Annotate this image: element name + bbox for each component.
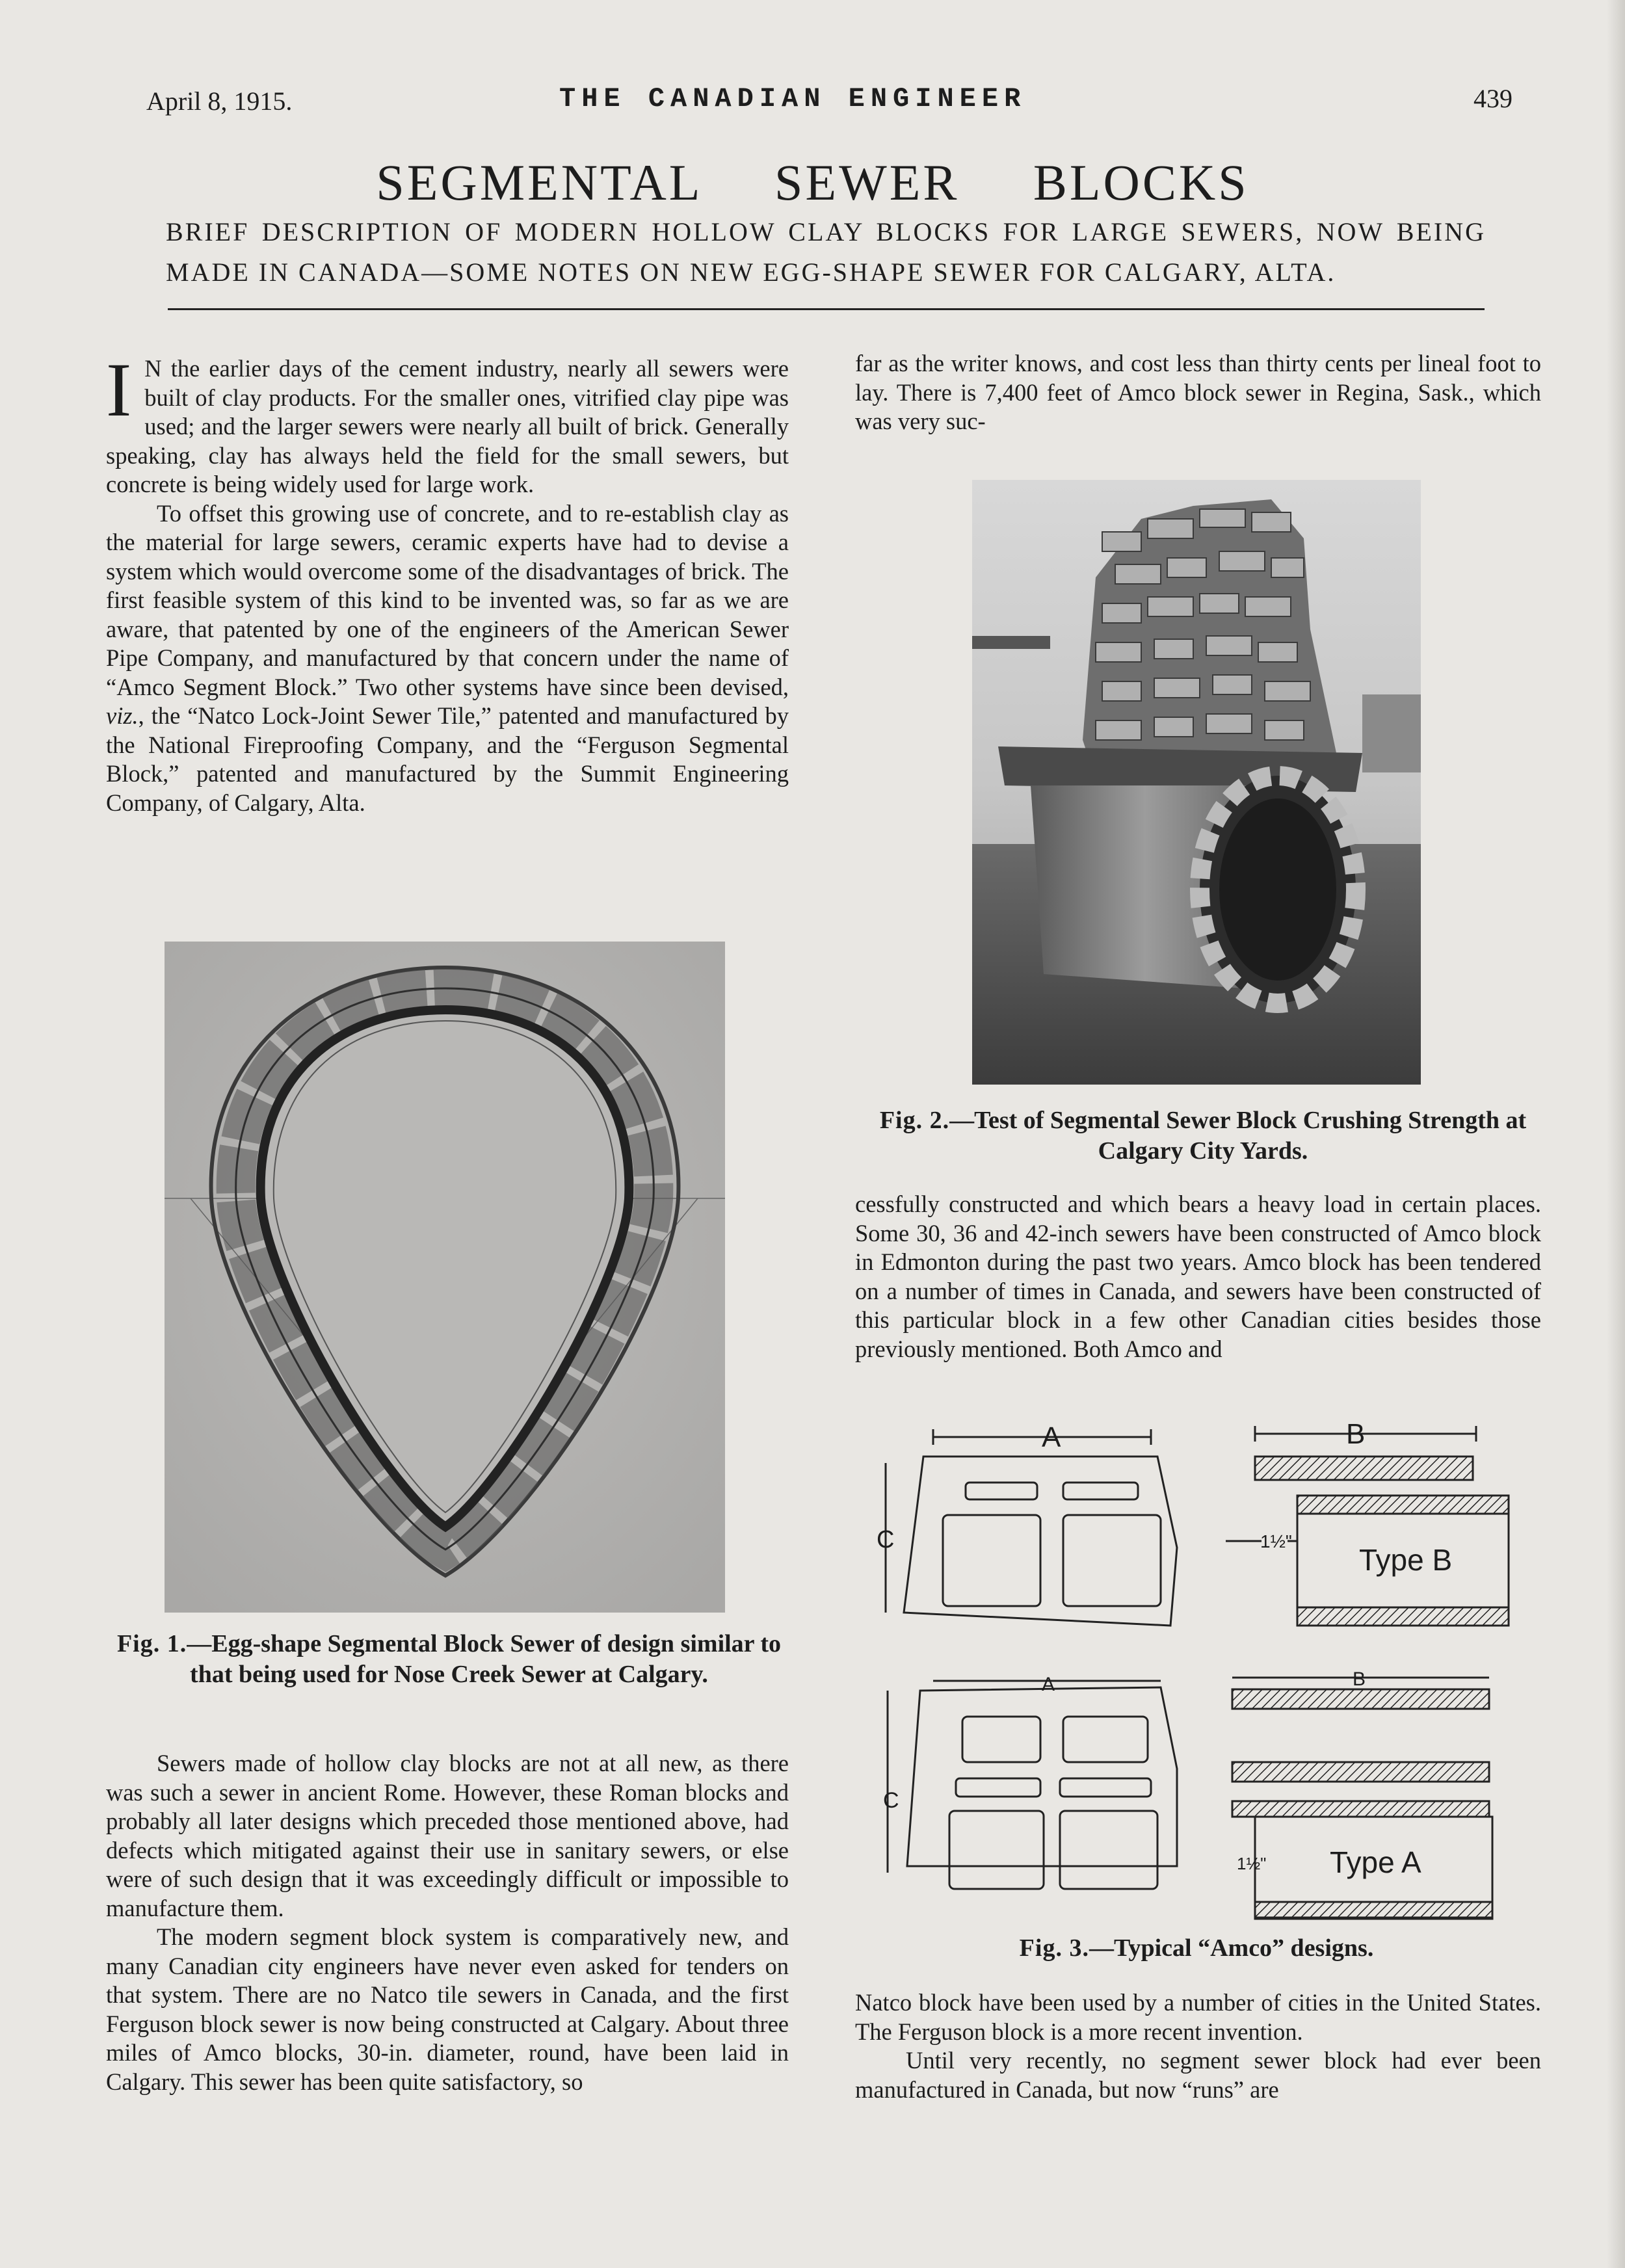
figure-3-amco-designs [871,1418,1522,1938]
dim-b-top: B [1346,1418,1366,1450]
dim-b-bottom: B [1353,1668,1366,1690]
header-page-number: 439 [1473,84,1513,113]
figure-label: Fig. 3. [1019,1934,1089,1962]
title-rule [168,308,1485,310]
figure-label: Fig. 2. [879,1107,950,1134]
type-a-section-drawing [888,1681,1177,1889]
right-column-top-text [855,349,1541,436]
caption-text: —Typical “Amco” designs. [1089,1934,1374,1962]
right-column-bottom-text [855,1988,1541,2104]
italic-viz: viz. [106,702,139,729]
segmental-block-ring [1031,776,1356,1003]
type-a-label: Type A [1330,1845,1421,1879]
paragraph: far as the writer knows, and cost less than thirty cents per lineal foot to lay. There is 7,400 feet of Amco block sewer in Regina, Sask., which was very suc- [855,350,1541,434]
type-b-profile-drawing [1226,1426,1509,1626]
gap-b: 1½" [1260,1531,1292,1551]
paragraph: The modern segment block system is comparatively new, and many Canadian city engineers have never even asked for tenders on that system. There are no Natco tile sewers in Canada, and the first Ferguson block sewer is now being constructed at Calgary. About three miles of Amco blocks, 30-in. diameter, round, have been laid in Calgary. This sewer has been quite satisfactory, so [106,1923,789,2095]
paragraph-text: To offset this growing use of concrete, and to re-establish clay as the material for large sewers, ceramic experts have had to devise a system which would overcome some of the disadvantages of brick. The first feasible system of this kind to be invented was, so far as we are aware, that patented by one of the engineers of the American Sewer Pipe Company, and manufactured by that concern under the name of “Amco Segment Block.” Two other systems have since been devised, [106,499,789,700]
article-subtitle: BRIEF DESCRIPTION OF MODERN HOLLOW CLAY BLOCKS FOR LARGE SEWERS, NOW BEING MADE IN CANADA—SOME NOTES ON NEW EGG-SHAPE SEWER FOR CALGARY, ALTA. [166,217,1486,287]
dim-a-bottom: A [1042,1674,1055,1695]
type-b-section-drawing [886,1429,1177,1626]
paragraph-text: , the “Natco Lock-Joint Sewer Tile,” patented and manufactured by the National Fireproofing Company, and the “Ferguson Segmental Block,” patented and manufactured by the Summit Engineering Company, of Calgary, Alta. [106,702,789,816]
paragraph: Until very recently, no segment sewer block had ever been manufactured in Canada, but now “runs” are [855,2047,1541,2103]
paragraph: Natco block have been used by a number of cities in the United States. The Ferguson block is a more recent invention. [855,1989,1541,2045]
caption-text: —Test of Segmental Sewer Block Crushing Strength at Calgary City Yards. [949,1107,1527,1165]
figure-1-egg-shape-sewer [165,942,725,1613]
paragraph-text: N the earlier days of the cement industry, nearly all sewers were built of clay products. For the smaller ones, vitrified clay pipe was used; and the larger sewers were nearly all built of brick. Generally speaking, clay has always held the field for the small sewers, but concrete is being widely used for large work. [106,355,789,497]
paragraph: cessfully constructed and which bears a heavy load in certain places. Some 30, 36 and 42-inch sewers have been constructed of Amco block in Edmonton during the past two years. Amco block has been tendered on a number of times in Canada, and sewers have been constructed of this particular block in a few other Canadian cities besides those previously mentioned. Both Amco and [855,1191,1541,1362]
left-column-bottom-text [106,1749,789,2096]
figure-label: Fig. 1. [116,1630,187,1657]
header-journal-title: THE CANADIAN ENGINEER [559,83,1027,114]
crushing-test-photo [972,480,1421,1085]
gap-a: 1½" [1237,1854,1267,1873]
paragraph: Sewers made of hollow clay blocks are not at all new, as there was such a sewer in ancient Rome. However, these Roman blocks and probably all later designs which preceded those mentioned above, had defects which mitigated against their use in sanitary sewers, or else were of such design that it was exceedingly difficult or impossible to manufacture them. [106,1750,789,1921]
figure-2-crushing-test-photo [972,480,1421,1085]
scan-edge-shadow [1607,0,1625,2268]
paragraph [106,347,789,499]
caption-text: —Egg-shape Segmental Block Sewer of design similar to that being used for Nose Creek Sewer at Calgary. [187,1630,782,1688]
amco-drawings [871,1418,1522,1938]
figure-1-caption [106,1629,792,1690]
article-title: SEGMENTAL SEWER BLOCKS [376,154,1249,211]
dim-c-bottom: C [883,1788,899,1813]
figure-2-caption [865,1105,1541,1167]
figure-3-caption [871,1933,1522,1964]
type-a-profile-drawing [1232,1678,1492,1919]
header-date: April 8, 1915. [146,86,293,116]
type-b-label: Type B [1359,1543,1453,1577]
drop-cap: I [106,347,132,432]
dim-a-top: A [1042,1421,1061,1453]
left-column-top-text [106,347,789,817]
brick-pile [1083,499,1336,759]
right-column-middle-text [855,1190,1541,1364]
dim-c-top: C [877,1526,895,1553]
paragraph [106,499,789,818]
egg-sewer-drawing [165,942,725,1613]
